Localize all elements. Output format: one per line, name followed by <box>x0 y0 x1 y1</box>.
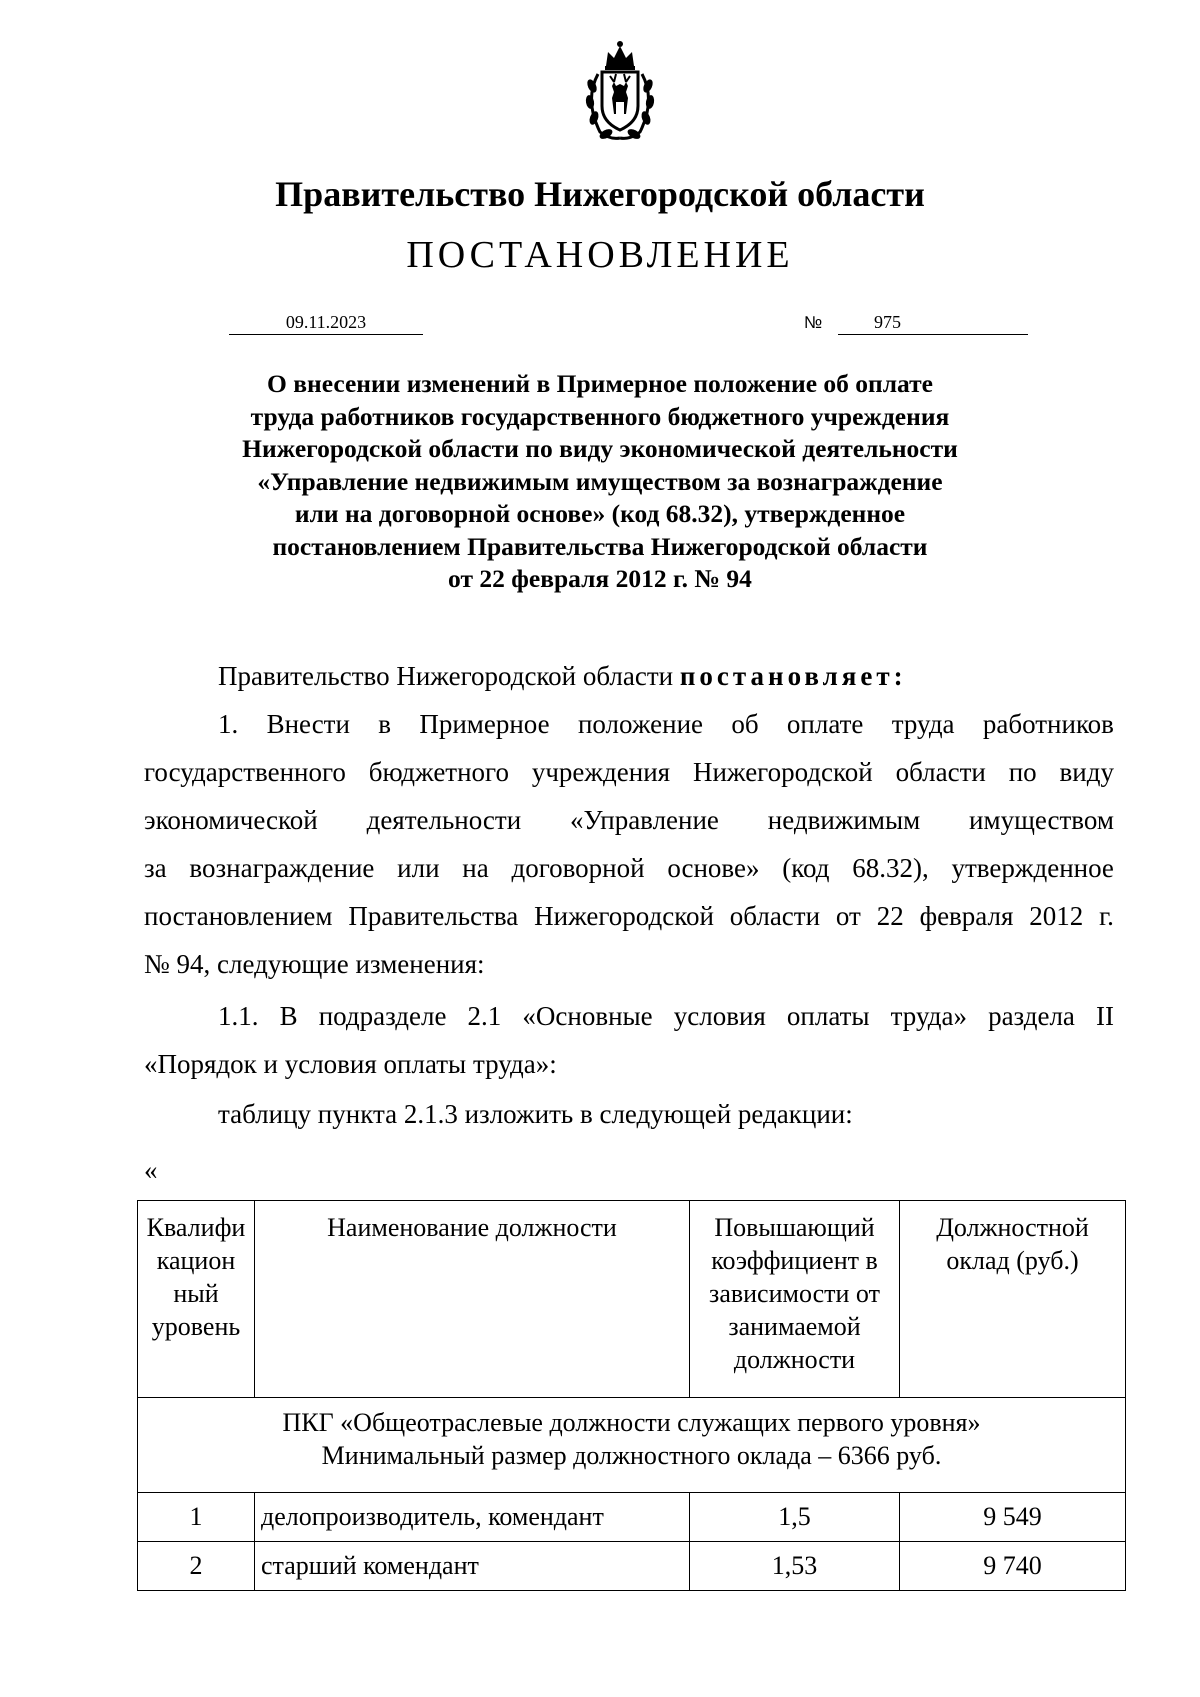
word: недвижимым <box>767 805 921 835</box>
word: 1.1. <box>218 1001 259 1031</box>
word: вознаграждение <box>189 853 375 883</box>
paragraph-3: таблицу пункта 2.1.3 изложить в следующей редакции: <box>218 1099 853 1129</box>
cell-position: старший комендант <box>255 1542 690 1591</box>
number-sign: № <box>804 313 823 332</box>
word: постановлением <box>144 901 333 931</box>
word: в <box>378 709 392 739</box>
intro-decree-word: постановляет: <box>679 661 907 691</box>
word: экономической <box>144 805 318 835</box>
word: Правительства <box>348 901 519 931</box>
word: договорной <box>511 853 645 883</box>
heading-line: или на договорной основе» (код 68.32), утвержденное <box>294 499 906 528</box>
word: об <box>731 709 759 739</box>
word: положение <box>577 709 704 739</box>
document-heading <box>100 368 1100 596</box>
word: 1. <box>218 709 239 739</box>
paragraph-2-line-2: «Порядок и условия оплаты труда»: <box>144 1049 557 1079</box>
header-salary: Должностной оклад (руб.) <box>900 1201 1126 1398</box>
government-title: Правительство Нижегородской области <box>275 174 925 214</box>
document-date: 09.11.2023 <box>229 310 423 335</box>
word: «Управление <box>570 805 719 835</box>
word: государственного <box>144 757 346 787</box>
cell-salary: 9 549 <box>900 1493 1126 1542</box>
table-header-row <box>138 1201 1126 1398</box>
word: от <box>835 901 861 931</box>
word: 2.1 <box>467 1001 502 1031</box>
word: 68.32), <box>852 853 929 883</box>
cell-coefficient: 1,53 <box>690 1542 900 1591</box>
word: подразделе <box>318 1001 447 1031</box>
table-row <box>138 1542 1126 1591</box>
header-position-name: Наименование должности <box>255 1201 690 1398</box>
paragraph-1-line-1 <box>144 708 1114 740</box>
word: февраля <box>919 901 1014 931</box>
header-coefficient: Повышающий коэффициент в зависимости от занимаемой должности <box>690 1201 900 1398</box>
heading-line: О внесении изменений в Примерное положение об оплате <box>267 369 933 398</box>
word: учреждения <box>531 757 671 787</box>
group-caption: ПКГ «Общеотраслевые должности служащих первого уровня» Минимальный размер должностного оклада – 6366 руб. <box>138 1398 1126 1493</box>
word: имуществом <box>969 805 1114 835</box>
heading-line: постановлением Правительства Нижегородской области <box>272 531 928 561</box>
word: II <box>1096 1001 1114 1031</box>
heading-line: от 22 февраля 2012 г. № 94 <box>448 564 752 593</box>
word: виду <box>1059 757 1114 787</box>
paragraph-1-line-3 <box>144 804 1114 836</box>
document-number-field <box>838 310 1028 335</box>
cell-coefficient: 1,5 <box>690 1493 900 1542</box>
word: за <box>144 853 167 883</box>
document-number: 975 <box>874 312 901 332</box>
word: на <box>462 853 489 883</box>
cell-level: 2 <box>138 1542 255 1591</box>
word: области <box>895 757 986 787</box>
word: Внести <box>266 709 350 739</box>
heading-line: «Управление недвижимым имуществом за вознаграждение <box>257 466 943 496</box>
word: оплате <box>786 709 864 739</box>
word: бюджетного <box>368 757 509 787</box>
paragraph-1-line-2 <box>144 756 1114 788</box>
word: труда» <box>890 1001 967 1031</box>
word: основе» <box>667 853 760 883</box>
intro-text: Правительство Нижегородской области <box>218 661 674 691</box>
nizhny-novgorod-coat-of-arms-icon <box>578 40 662 144</box>
paragraph-1-line-4 <box>144 852 1114 884</box>
cell-position: делопроизводитель, комендант <box>255 1493 690 1542</box>
salary-table <box>137 1200 1126 1591</box>
word: работников <box>982 709 1114 739</box>
word: области <box>729 901 821 931</box>
table-row <box>138 1493 1126 1542</box>
word: труда <box>891 709 955 739</box>
word: условия <box>673 1001 766 1031</box>
word: раздела <box>988 1001 1075 1031</box>
word: Нижегородской <box>692 757 873 787</box>
paragraph-1-line-6: № 94, следующие изменения: <box>144 949 485 979</box>
word: В <box>279 1001 298 1031</box>
table-group-row <box>138 1398 1126 1493</box>
word: 2012 <box>1029 901 1084 931</box>
word: 22 <box>876 901 904 931</box>
document-kind: ПОСТАНОВЛЕНИЕ <box>406 234 794 276</box>
word: по <box>1008 757 1037 787</box>
word: г. <box>1099 901 1114 931</box>
cell-salary: 9 740 <box>900 1542 1126 1591</box>
opening-quote: « <box>144 1155 158 1185</box>
heading-line: труда работников государственного бюджетного учреждения <box>250 401 950 431</box>
word: «Основные <box>522 1001 653 1031</box>
word: Примерное <box>419 709 550 739</box>
cell-level: 1 <box>138 1493 255 1542</box>
intro-paragraph <box>144 660 1114 692</box>
heading-line: Нижегородской области по виду экономической деятельности <box>242 434 958 463</box>
paragraph-1-line-5 <box>144 900 1114 932</box>
word: Нижегородской <box>534 901 714 931</box>
header-qualification-level: Квалифи кацион ный уровень <box>138 1201 255 1398</box>
word: (код <box>782 853 830 883</box>
paragraph-2-line-1 <box>144 1000 1114 1032</box>
word: утвержденное <box>951 853 1114 883</box>
word: деятельности <box>366 805 522 835</box>
word: оплаты <box>786 1001 870 1031</box>
word: или <box>397 853 440 883</box>
